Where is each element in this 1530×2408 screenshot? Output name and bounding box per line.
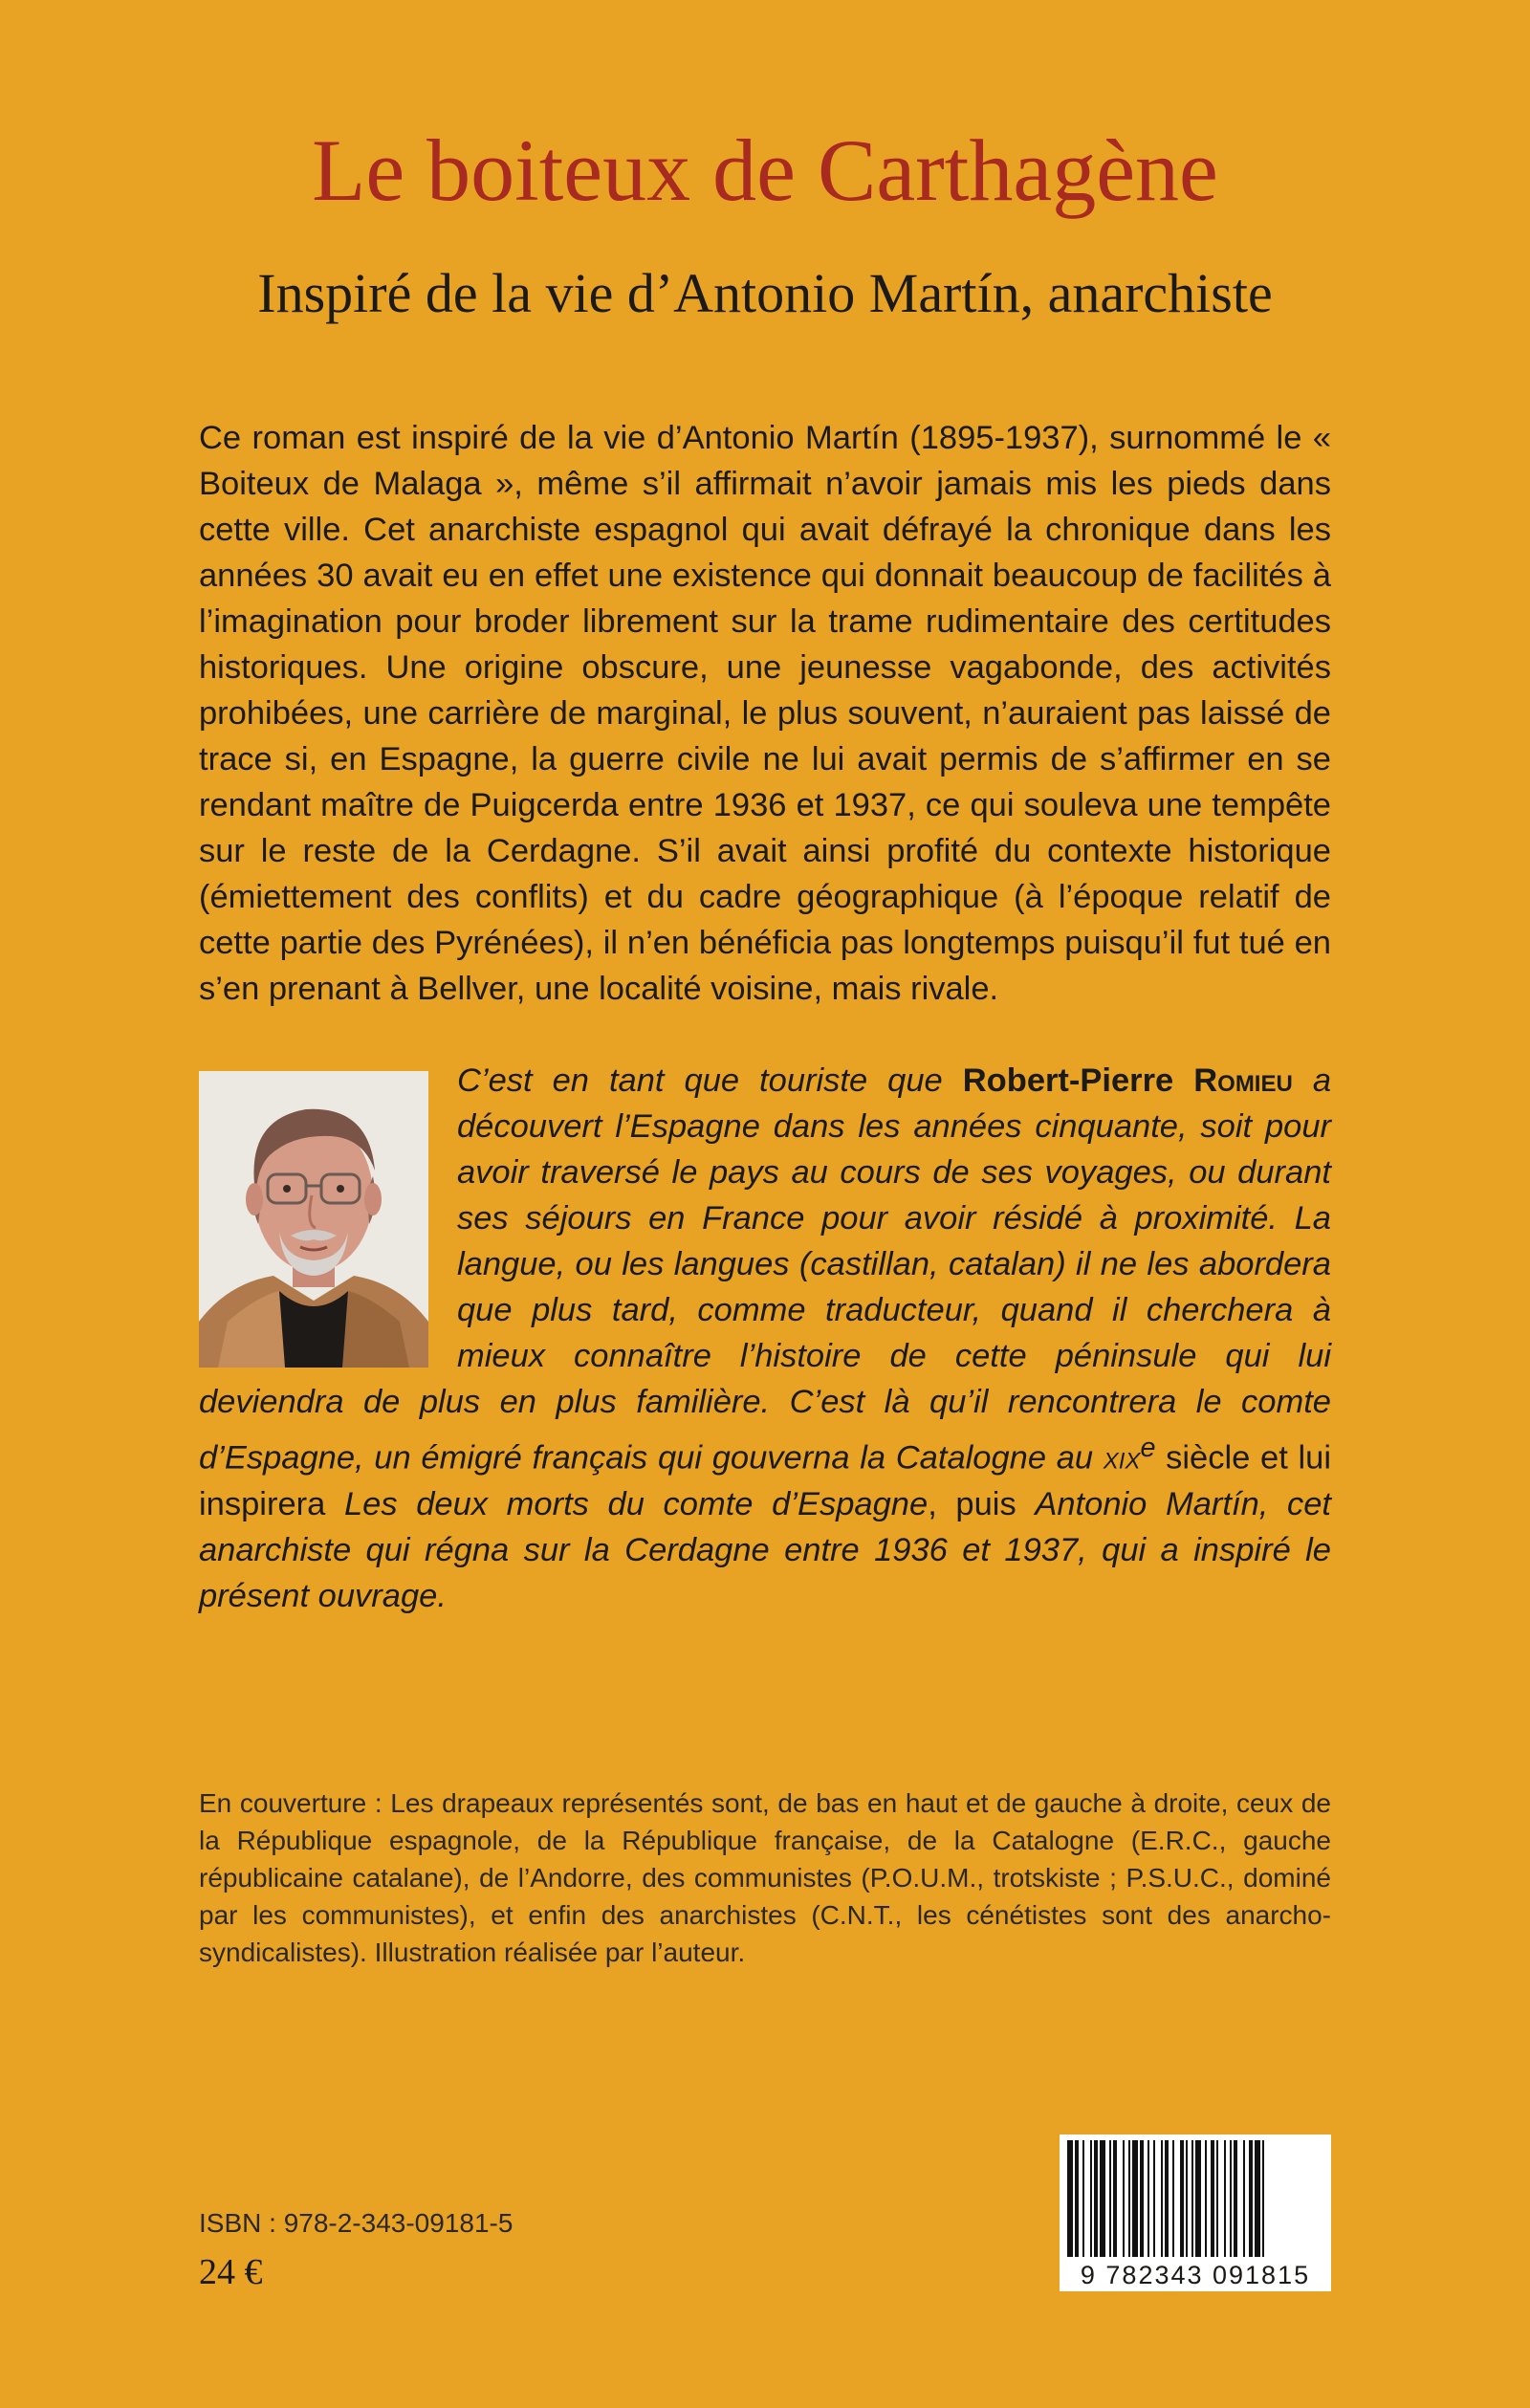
barcode-bar [1262, 2140, 1264, 2257]
barcode-bar [1211, 2140, 1214, 2257]
barcode-bar [1140, 2140, 1144, 2257]
barcode-bar [1165, 2140, 1169, 2257]
bio-text-2: siècle et lui inspirera [199, 1439, 1331, 1522]
barcode-bar [1109, 2140, 1111, 2257]
barcode-bar [1216, 2140, 1218, 2257]
barcode-bar [1180, 2140, 1184, 2257]
author-first-name: Robert-Pierre [962, 1062, 1194, 1099]
barcode-bar [1243, 2140, 1245, 2257]
barcode-bar [1082, 2140, 1084, 2257]
cover-credits: En couverture : Les drapeaux représentés sont, de bas en haut et de gauche à droite, ceux de la République espagnole, de la République française, de la Catalogne (E.R.C., gauche républicaine catalane), de l’Andorre, des communistes (P.O.U.M., trotskiste ; P.S.U.C., dominé par les communistes), et enfin des anarchistes (C.N.T., les cénétistes sont des anarcho-syndicalistes). Illustration réalisée par l’auteur. [199, 1788, 1331, 1967]
barcode-bar [1224, 2140, 1226, 2257]
barcode-bar [1255, 2140, 1260, 2257]
bio-text: a découvert l’Espagne dans les années cinquante, soit pour avoir traversé le pays au cours de ses voyages, ou durant ses séjours en France pour avoir résidé à proximité. La langue, ou les langues (castillan, catalan) il ne les abordera que plus tard, comme traducteur, quand il cherchera à mieux connaître l’histoire de cette péninsule qui lui deviendra de plus en plus familière. C’est là qu’il rencontrera le comte d’Espagne, un émigré français qui gouverna la Catalogne au [199, 1062, 1332, 1477]
barcode-bar [1195, 2140, 1201, 2257]
barcode-bar [1094, 2140, 1098, 2257]
barcode-bar [1128, 2140, 1130, 2257]
bio-text-3: , puis [928, 1485, 1036, 1522]
barcode-bar [1230, 2140, 1232, 2257]
century-superscript: e [1140, 1433, 1156, 1463]
barcode-bar [1148, 2140, 1149, 2257]
barcode-bar [1075, 2140, 1079, 2257]
barcode-bar [1234, 2140, 1237, 2257]
book-subtitle: Inspiré de la vie d’Antonio Martín, anarchiste [257, 262, 1273, 324]
barcode-bar [1153, 2140, 1155, 2257]
author-portrait-illustration [199, 1071, 428, 1368]
century-numeral: xix [1103, 1439, 1141, 1477]
barcode-bar [1090, 2140, 1092, 2257]
isbn: ISBN : 978-2-343-09181-5 [199, 2208, 514, 2238]
author-biography [199, 1058, 1331, 1619]
barcode [1060, 2134, 1331, 2291]
barcode-bar [1172, 2140, 1174, 2257]
barcode-bar [1186, 2140, 1188, 2257]
author-photo [199, 1071, 428, 1368]
author-last-name: Romieu [1193, 1062, 1293, 1099]
summary-paragraph: Ce roman est inspiré de la vie d’Antonio Martín (1895-1937), surnommé le « Boiteux de Malaga », même s’il affirmait n’avoir jamais mis les pieds dans cette ville. Cet anarchiste espagnol qui avait défrayé la chronique dans les années 30 avait eu en effet une existence qui donnait beaucoup de facilités à l’imagination pour broder librement sur la trame rudimentaire des certitudes historiques. Une origine obscure, une jeunesse vagabonde, des activités prohibées, une carrière de marginal, le plus souvent, n’auraient pas laissé de trace si, en Espagne, la guerre civile ne lui avait permis de s’affirmer en se rendant maître de Puigcerda entre 1936 et 1937, ce qui souleva une tempête sur le reste de la Cerdagne. S’il avait ainsi profité du contexte historique (émiettement des conflits) et du cadre géographique (à l’époque relatif de cette partie des Pyrénées), il n’en bénéficia pas longtemps puisqu’il fut tué en s’en prenant à Bellver, une localité voisine, mais rivale. [199, 420, 1331, 1007]
barcode-bar [1205, 2140, 1207, 2257]
barcode-bar [1067, 2140, 1073, 2257]
bio-intro: C’est en tant que touriste que [457, 1062, 963, 1099]
bio-text-end: , qui a inspiré le présent ouvrage. [199, 1531, 1331, 1614]
work-title-2: Antonio Martín, cet anarchiste qui régna sur la Cerdagne entre 1936 et 1937 [199, 1485, 1332, 1568]
barcode-bar [1123, 2140, 1125, 2257]
barcode-digits: 9 782343 091815 [1060, 2261, 1331, 2289]
book-title: Le boiteux de Carthagène [312, 121, 1218, 219]
barcode-bar [1161, 2140, 1163, 2257]
barcode-bar [1191, 2140, 1193, 2257]
barcode-bar [1113, 2140, 1117, 2257]
barcode-bar [1249, 2140, 1253, 2257]
author-name [963, 1062, 1293, 1099]
barcode-bar [1100, 2140, 1105, 2257]
barcode-bar [1132, 2140, 1138, 2257]
work-title-1: Les deux morts du comte d’Espagne [343, 1485, 929, 1522]
price: 24 € [199, 2252, 263, 2292]
